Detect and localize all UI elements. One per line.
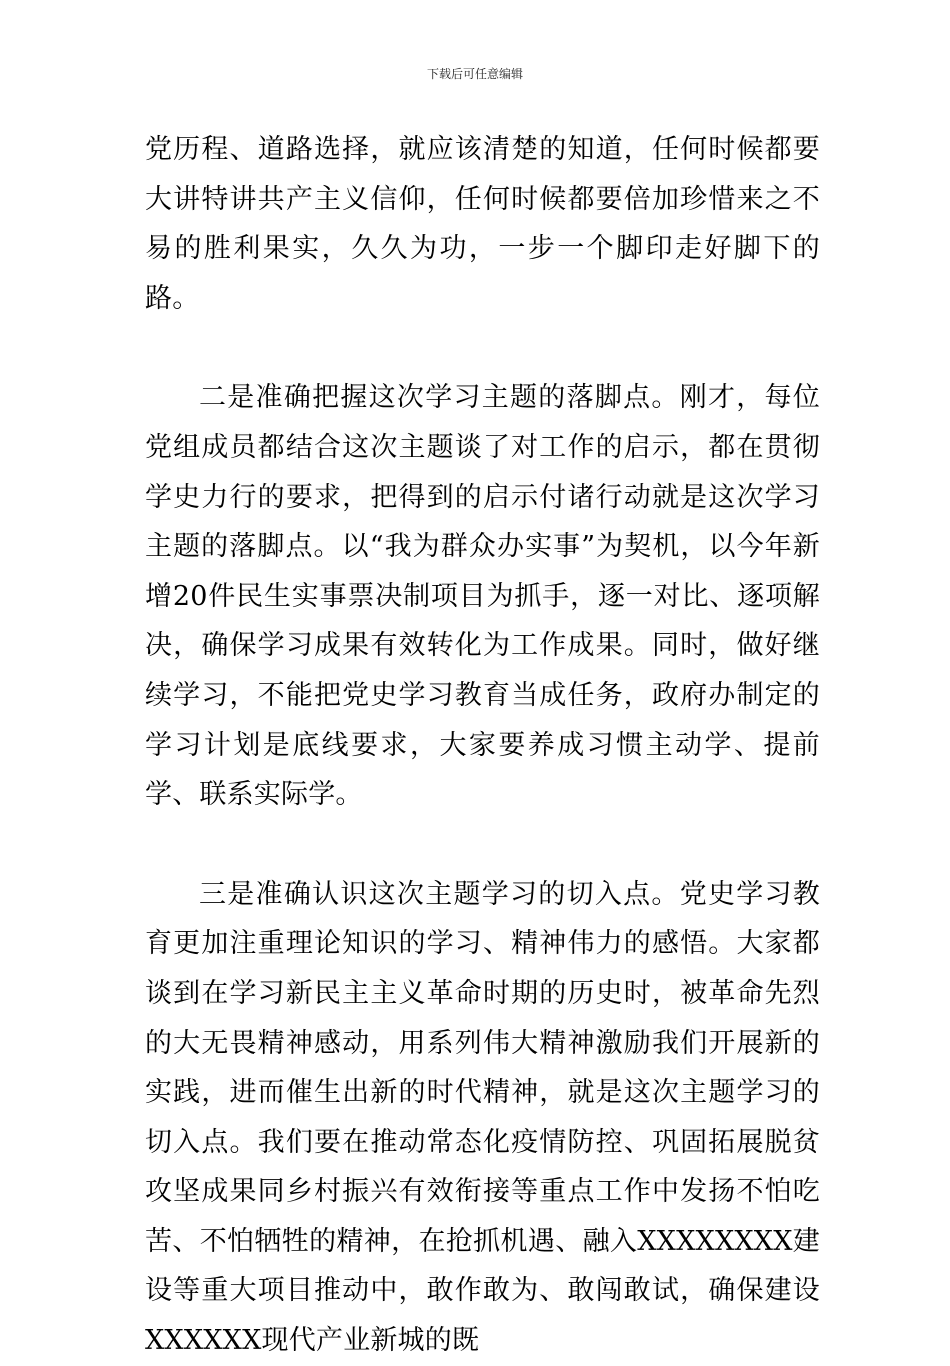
page-header: 下载后可任意编辑 bbox=[426, 67, 523, 81]
paragraph-point-two: 二是准确把握这次学习主题的落脚点。刚才，每位党组成员都结合这次主题谈了对工作的启示，都在贯彻学史力行的要求，把得到的启示付诸行动就是这次学习主题的落脚点。以“我为群众办实事”为契机，以今年新增20件民生实事票决制项目为抓手，逐一对比、逐项解决，确保学习成果有效转化为工作成果。同时，做好继续学习，不能把党史学习教育当成任务，政府办制定的学习计划是底线要求，大家要养成习惯主动学、提前学、联系实际学。 bbox=[145, 382, 820, 811]
paragraph-gap bbox=[145, 820, 820, 870]
paragraph-continued: 党历程、道路选择，就应该清楚的知道，任何时候都要大讲特讲共产主义信仰，任何时候都要倍加珍惜来之不易的胜利果实，久久为功，一步一个脚印走好脚下的路。 bbox=[145, 134, 820, 314]
paragraph-gap bbox=[145, 323, 820, 373]
paragraph-point-three: 三是准确认识这次主题学习的切入点。党史学习教育更加注重理论知识的学习、精神伟力的感悟。大家都谈到在学习新民主主义革命时期的历史时，被革命先烈的大无畏精神感动，用系列伟大精神激励我们开展新的实践，进而催生出新的时代精神，就是这次主题学习的切入点。我们要在推动常态化疫情防控、巩固拓展脱贫攻坚成果同乡村振兴有效衔接等重点工作中发扬不怕吃苦、不怕牺牲的精神，在抢抓机遇、融入XXXXXXXX建设等重大项目推动中，敢作敢为、敢闯敢试，确保建设XXXXXX现代产业新城的既 bbox=[145, 878, 820, 1357]
document-body bbox=[145, 125, 820, 1366]
